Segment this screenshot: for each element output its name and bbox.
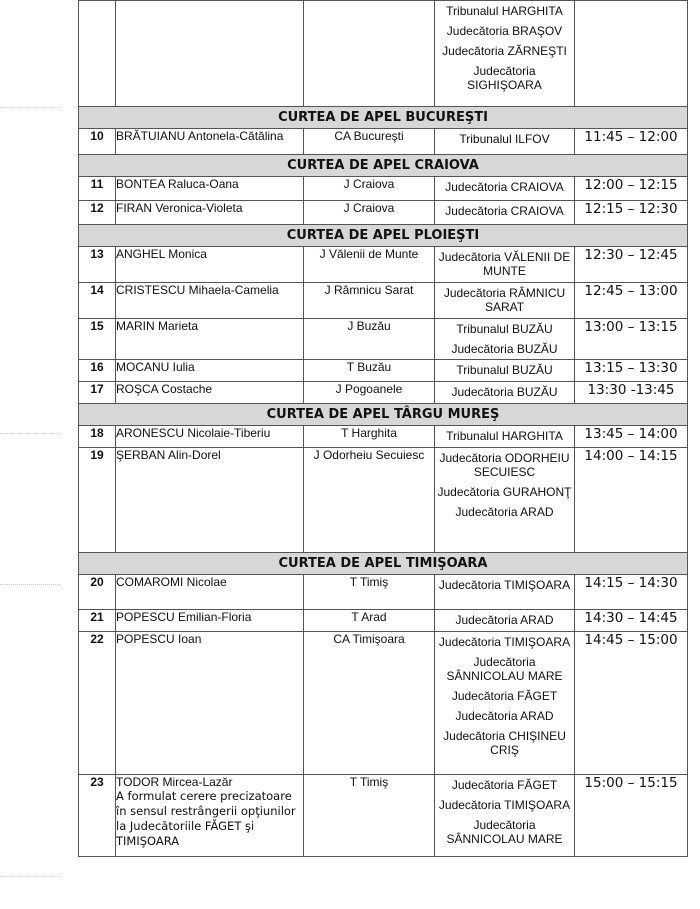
candidate-name: ANGHEL Monica [116, 247, 207, 261]
requested-court: Judecătoria ODORHEIU SECUIESC [439, 451, 570, 479]
row-number: 16 [79, 360, 116, 382]
schedule-table [78, 0, 688, 857]
requested-cell [435, 201, 575, 225]
table-row [79, 247, 688, 283]
name-cell [116, 177, 304, 201]
row-number: 21 [79, 610, 116, 632]
name-cell [116, 129, 304, 155]
current-institution: J Râmnicu Sarat [304, 283, 435, 319]
requested-court: Judecătoria ZĂRNEŞTI [442, 44, 567, 58]
current-institution: T Harghita [304, 426, 435, 448]
table-row [79, 632, 688, 775]
time-slot: 13:30 -13:45 [575, 382, 688, 404]
section-header: CURTEA DE APEL TIMIŞOARA [79, 553, 688, 575]
time-slot: 14:00 – 14:15 [575, 448, 688, 553]
requested-cell [435, 775, 575, 857]
section-header-row [79, 107, 688, 129]
time-slot: 12:45 – 13:00 [575, 283, 688, 319]
requested-court: Tribunalul HARGHITA [446, 429, 563, 443]
requested-court: Judecătoria RÂMNICU SARAT [443, 286, 566, 314]
current-institution: T Arad [304, 610, 435, 632]
requested-court: Judecătoria SÂNNICOLAU MARE [446, 818, 563, 846]
candidate-name: POPESCU Ioan [116, 632, 202, 646]
table-row [79, 1, 688, 107]
candidate-name: FIRAN Veronica-Violeta [116, 201, 243, 215]
requested-court: Judecătoria CRAIOVA [445, 204, 564, 218]
name-cell [116, 575, 304, 610]
table-row [79, 201, 688, 225]
requested-court: Judecătoria SIGHIŞOARA [467, 64, 542, 92]
row-number: 12 [79, 201, 116, 225]
requested-cell [435, 283, 575, 319]
requested-court: Judecătoria CRAIOVA [445, 180, 564, 194]
time-cell [575, 1, 688, 107]
current-institution: T Buzău [304, 360, 435, 382]
row-number: 17 [79, 382, 116, 404]
requested-cell [435, 319, 575, 360]
candidate-name: BRĂTUIANU Antonela-Cătălina [116, 129, 284, 143]
table-row [79, 177, 688, 201]
section-header: CURTEA DE APEL CRAIOVA [79, 155, 688, 177]
name-cell [116, 319, 304, 360]
time-slot: 12:30 – 12:45 [575, 247, 688, 283]
time-slot: 12:15 – 12:30 [575, 201, 688, 225]
time-slot: 13:00 – 13:15 [575, 319, 688, 360]
candidate-name: COMAROMI Nicolae [116, 575, 227, 589]
section-header: CURTEA DE APEL TÂRGU MUREŞ [79, 404, 688, 426]
table-row [79, 775, 688, 857]
requested-cell [435, 382, 575, 404]
requested-cell [435, 360, 575, 382]
candidate-name: ARONESCU Nicolaie-Tiberiu [116, 426, 271, 440]
row-number: 10 [79, 129, 116, 155]
institution-cell [304, 1, 435, 107]
requested-court: Judecătoria VĂLENII DE MUNTE [438, 250, 571, 278]
requested-court: Judecătoria ARAD [455, 709, 554, 723]
name-cell [116, 201, 304, 225]
requested-court: Judecătoria BUZĂU [451, 385, 558, 399]
time-slot: 14:15 – 14:30 [575, 575, 688, 610]
margin-line [0, 584, 60, 585]
requested-court: Tribunalul HARGHITA [446, 4, 563, 18]
nr-cell [79, 1, 116, 107]
name-cell [116, 382, 304, 404]
requested-court: Judecătoria TIMIŞOARA [438, 578, 571, 592]
current-institution: J Craiova [304, 201, 435, 225]
requested-court: Judecătoria SÂNNICOLAU MARE [446, 655, 563, 683]
row-number: 20 [79, 575, 116, 610]
name-cell [116, 448, 304, 553]
requested-court: Tribunalul BUZĂU [456, 363, 553, 377]
section-header: CURTEA DE APEL PLOIEŞTI [79, 225, 688, 247]
name-cell [116, 610, 304, 632]
requested-cell [435, 247, 575, 283]
current-institution: J Pogoanele [304, 382, 435, 404]
requested-cell [435, 610, 575, 632]
candidate-note: A formulat cerere precizatoare în sensul restrângerii opţiunilor la Judecătoriile FĂGET şi TIMIŞOARA [116, 789, 296, 848]
section-header-row [79, 225, 688, 247]
table-row [79, 283, 688, 319]
current-institution: J Odorheiu Secuiesc [304, 448, 435, 553]
requested-court: Judecătoria ARAD [455, 613, 554, 627]
requested-court: Judecătoria ARAD [455, 505, 554, 519]
requested-cell [435, 448, 575, 553]
candidate-name: BONTEA Raluca-Oana [116, 177, 239, 191]
table-row [79, 575, 688, 610]
requested-cell [435, 632, 575, 775]
row-number: 13 [79, 247, 116, 283]
requested-court: Judecătoria GURAHONŢ [437, 485, 572, 499]
name-cell [116, 775, 304, 857]
section-header-row [79, 553, 688, 575]
row-number: 22 [79, 632, 116, 775]
requested-court: Judecătoria TIMIŞOARA [438, 798, 571, 812]
candidate-name: MARIN Marieta [116, 319, 199, 333]
candidate-name: POPESCU Emilian-Floria [116, 610, 252, 624]
requested-court: Tribunalul BUZĂU [456, 322, 553, 336]
row-number: 14 [79, 283, 116, 319]
section-header-row [79, 155, 688, 177]
table-row [79, 360, 688, 382]
name-cell [116, 1, 304, 107]
current-institution: J Buzău [304, 319, 435, 360]
current-institution: CA Bucureşti [304, 129, 435, 155]
section-header-row [79, 404, 688, 426]
table-row [79, 319, 688, 360]
row-number: 23 [79, 775, 116, 857]
margin-line [0, 107, 60, 108]
requested-court: Judecătoria TIMIŞOARA [438, 635, 571, 649]
requested-court: Judecătoria FĂGET [451, 778, 558, 792]
row-number: 11 [79, 177, 116, 201]
candidate-name: TODOR Mircea-Lazăr [116, 775, 233, 789]
row-number: 19 [79, 448, 116, 553]
requested-court: Judecătoria BRAŞOV [446, 24, 563, 38]
time-slot: 13:15 – 13:30 [575, 360, 688, 382]
requested-court: Judecătoria FĂGET [451, 689, 558, 703]
time-slot: 15:00 – 15:15 [575, 775, 688, 857]
candidate-name: ROŞCA Costache [116, 382, 213, 396]
name-cell [116, 426, 304, 448]
requested-court: Judecătoria CHIŞINEU CRIŞ [443, 729, 566, 757]
row-number: 18 [79, 426, 116, 448]
requested-cell [435, 575, 575, 610]
requested-cell [435, 177, 575, 201]
name-cell [116, 283, 304, 319]
time-slot: 11:45 – 12:00 [575, 129, 688, 155]
requested-cell [435, 129, 575, 155]
requested-cell [435, 1, 575, 107]
time-slot: 14:45 – 15:00 [575, 632, 688, 775]
table-row [79, 610, 688, 632]
candidate-name: MOCANU Iulia [116, 360, 195, 374]
current-institution: T Timiş [304, 775, 435, 857]
time-slot: 13:45 – 14:00 [575, 426, 688, 448]
name-cell [116, 632, 304, 775]
current-institution: J Craiova [304, 177, 435, 201]
current-institution: CA Timişoara [304, 632, 435, 775]
row-number: 15 [79, 319, 116, 360]
margin-line [0, 433, 60, 434]
candidate-name: CRISTESCU Mihaela-Camelia [116, 283, 279, 297]
section-header: CURTEA DE APEL BUCUREŞTI [79, 107, 688, 129]
requested-court: Judecătoria BUZĂU [451, 342, 558, 356]
candidate-name: ŞERBAN Alin-Dorel [116, 448, 221, 462]
current-institution: J Vălenii de Munte [304, 247, 435, 283]
table-row [79, 448, 688, 553]
requested-cell [435, 426, 575, 448]
time-slot: 12:00 – 12:15 [575, 177, 688, 201]
margin-line [0, 876, 60, 877]
time-slot: 14:30 – 14:45 [575, 610, 688, 632]
requested-court: Tribunalul ILFOV [459, 132, 550, 146]
table-row [79, 382, 688, 404]
table-row [79, 426, 688, 448]
table-row [79, 129, 688, 155]
name-cell [116, 247, 304, 283]
name-cell [116, 360, 304, 382]
current-institution: T Timiş [304, 575, 435, 610]
